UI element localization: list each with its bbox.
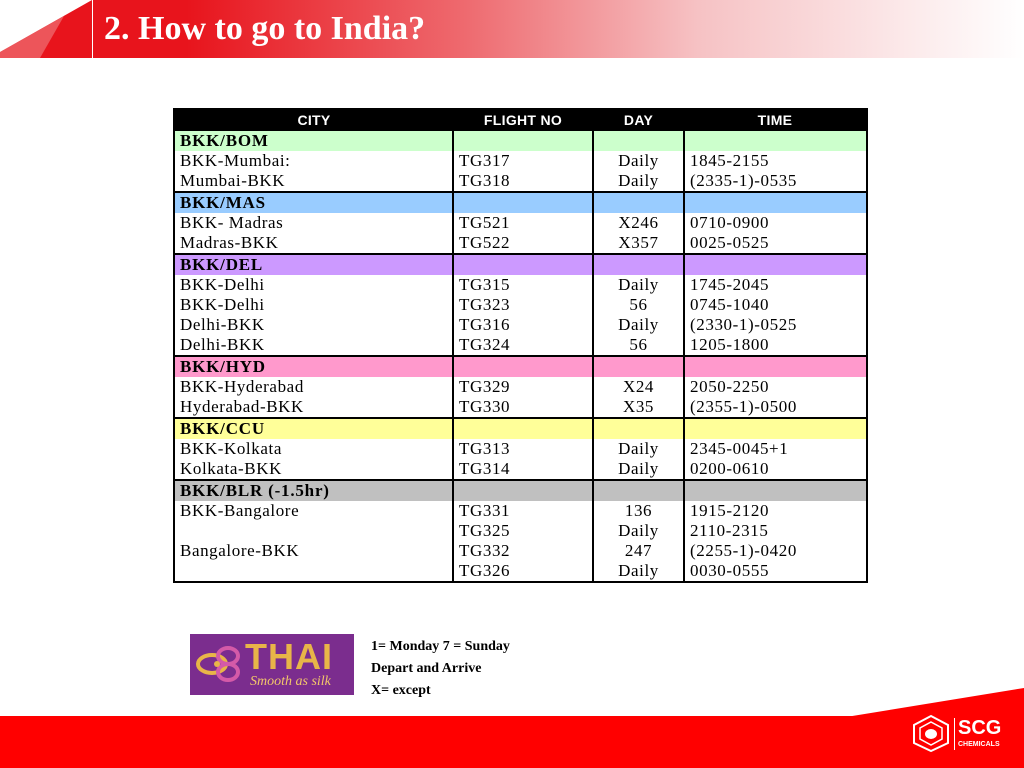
cell-time: 1845-2155 bbox=[684, 151, 867, 171]
flight-schedule-table bbox=[173, 108, 868, 583]
cell-city: BKK-Delhi bbox=[174, 295, 453, 315]
cell-day: 56 bbox=[593, 295, 684, 315]
table-row bbox=[174, 521, 867, 541]
group-header-cell bbox=[684, 192, 867, 213]
group-header-cell bbox=[684, 480, 867, 501]
scg-logo-subtext: CHEMICALS bbox=[958, 741, 1000, 748]
cell-day: 56 bbox=[593, 335, 684, 356]
cell-day: 247 bbox=[593, 541, 684, 561]
cell-flight: TG522 bbox=[453, 233, 593, 254]
cell-day: X24 bbox=[593, 377, 684, 397]
group-header-row bbox=[174, 480, 867, 501]
cell-time: 2345-0045+1 bbox=[684, 439, 867, 459]
group-header-cell bbox=[593, 130, 684, 151]
group-name: BKK/BLR (-1.5hr) bbox=[174, 480, 453, 501]
cell-flight: TG332 bbox=[453, 541, 593, 561]
group-header-row bbox=[174, 356, 867, 377]
table-row bbox=[174, 501, 867, 521]
cell-flight: TG521 bbox=[453, 213, 593, 233]
cell-time: 0030-0555 bbox=[684, 561, 867, 582]
cell-city: BKK-Hyderabad bbox=[174, 377, 453, 397]
group-header-cell bbox=[593, 356, 684, 377]
group-name: BKK/MAS bbox=[174, 192, 453, 213]
cell-city: BKK-Kolkata bbox=[174, 439, 453, 459]
group-header-cell bbox=[593, 254, 684, 275]
cell-city: Kolkata-BKK bbox=[174, 459, 453, 480]
cell-day: Daily bbox=[593, 315, 684, 335]
cell-flight: TG316 bbox=[453, 315, 593, 335]
cell-flight: TG315 bbox=[453, 275, 593, 295]
table-row bbox=[174, 213, 867, 233]
table-row bbox=[174, 151, 867, 171]
group-header-row bbox=[174, 130, 867, 151]
cell-flight: TG318 bbox=[453, 171, 593, 192]
table-row bbox=[174, 295, 867, 315]
table-row bbox=[174, 377, 867, 397]
cell-flight: TG314 bbox=[453, 459, 593, 480]
cell-city: BKK-Delhi bbox=[174, 275, 453, 295]
cell-city: BKK-Mumbai: bbox=[174, 151, 453, 171]
group-header-cell bbox=[453, 356, 593, 377]
cell-flight: TG325 bbox=[453, 521, 593, 541]
group-name: BKK/CCU bbox=[174, 418, 453, 439]
cell-city bbox=[174, 521, 453, 541]
table-header-row bbox=[174, 109, 867, 130]
note-except: X= except bbox=[371, 683, 431, 698]
group-header-cell bbox=[453, 130, 593, 151]
table-row bbox=[174, 397, 867, 418]
header-triangle-decoration bbox=[0, 0, 92, 58]
flight-schedule-body bbox=[174, 130, 867, 582]
cell-time: (2335-1)-0535 bbox=[684, 171, 867, 192]
group-header-row bbox=[174, 418, 867, 439]
cell-time: 1745-2045 bbox=[684, 275, 867, 295]
cell-flight: TG326 bbox=[453, 561, 593, 582]
cell-flight: TG329 bbox=[453, 377, 593, 397]
cell-day: Daily bbox=[593, 521, 684, 541]
cell-flight: TG317 bbox=[453, 151, 593, 171]
column-header-time: TIME bbox=[684, 109, 867, 130]
column-header-day: DAY bbox=[593, 109, 684, 130]
group-name: BKK/DEL bbox=[174, 254, 453, 275]
column-header-city: CITY bbox=[174, 109, 453, 130]
cell-city: Delhi-BKK bbox=[174, 335, 453, 356]
cell-flight: TG324 bbox=[453, 335, 593, 356]
group-header-row bbox=[174, 254, 867, 275]
group-name: BKK/BOM bbox=[174, 130, 453, 151]
thai-airways-logo bbox=[190, 634, 354, 695]
cell-day: X35 bbox=[593, 397, 684, 418]
page-title: 2. How to go to India? bbox=[104, 10, 426, 47]
table-row bbox=[174, 275, 867, 295]
table-row bbox=[174, 561, 867, 582]
cell-flight: TG323 bbox=[453, 295, 593, 315]
table-row bbox=[174, 459, 867, 480]
group-header-cell bbox=[684, 356, 867, 377]
cell-city: BKK- Madras bbox=[174, 213, 453, 233]
group-header-cell bbox=[453, 192, 593, 213]
note-day-numbering: 1= Monday 7 = Sunday bbox=[371, 639, 510, 654]
scg-logo-text: SCG bbox=[958, 717, 1002, 739]
group-header-cell bbox=[593, 480, 684, 501]
cell-flight: TG313 bbox=[453, 439, 593, 459]
group-header-cell bbox=[593, 192, 684, 213]
group-header-cell bbox=[593, 418, 684, 439]
cell-city: Mumbai-BKK bbox=[174, 171, 453, 192]
cell-time: (2255-1)-0420 bbox=[684, 541, 867, 561]
group-name: BKK/HYD bbox=[174, 356, 453, 377]
cell-city: Hyderabad-BKK bbox=[174, 397, 453, 418]
table-row bbox=[174, 171, 867, 192]
column-header-flight-no: FLIGHT NO bbox=[453, 109, 593, 130]
group-header-cell bbox=[453, 480, 593, 501]
group-header-row bbox=[174, 192, 867, 213]
cell-time: (2355-1)-0500 bbox=[684, 397, 867, 418]
group-header-cell bbox=[684, 418, 867, 439]
cell-day: Daily bbox=[593, 275, 684, 295]
cell-flight: TG330 bbox=[453, 397, 593, 418]
table-row bbox=[174, 233, 867, 254]
footer-separator bbox=[954, 718, 955, 750]
cell-time: 2050-2250 bbox=[684, 377, 867, 397]
cell-city bbox=[174, 561, 453, 582]
cell-time: 1205-1800 bbox=[684, 335, 867, 356]
cell-time: (2330-1)-0525 bbox=[684, 315, 867, 335]
table-row bbox=[174, 315, 867, 335]
cell-day: Daily bbox=[593, 151, 684, 171]
cell-day: Daily bbox=[593, 171, 684, 192]
legend-notes bbox=[371, 636, 510, 702]
group-header-cell bbox=[453, 254, 593, 275]
group-header-cell bbox=[684, 130, 867, 151]
table-row bbox=[174, 335, 867, 356]
cell-day: 136 bbox=[593, 501, 684, 521]
orchid-icon bbox=[192, 636, 248, 692]
cell-city: Delhi-BKK bbox=[174, 315, 453, 335]
logo-tagline: Smooth as silk bbox=[250, 674, 331, 689]
cell-day: Daily bbox=[593, 459, 684, 480]
logo-wordmark: THAI bbox=[245, 636, 333, 677]
cell-city: BKK-Bangalore bbox=[174, 501, 453, 521]
cell-city: Bangalore-BKK bbox=[174, 541, 453, 561]
cell-time: 0745-1040 bbox=[684, 295, 867, 315]
cell-city: Madras-BKK bbox=[174, 233, 453, 254]
cell-day: X246 bbox=[593, 213, 684, 233]
group-header-cell bbox=[453, 418, 593, 439]
group-header-cell bbox=[684, 254, 867, 275]
cell-time: 0025-0525 bbox=[684, 233, 867, 254]
cell-time: 0200-0610 bbox=[684, 459, 867, 480]
cell-time: 1915-2120 bbox=[684, 501, 867, 521]
note-depart-arrive: Depart and Arrive bbox=[371, 661, 482, 676]
cell-flight: TG331 bbox=[453, 501, 593, 521]
cell-time: 0710-0900 bbox=[684, 213, 867, 233]
cell-day: X357 bbox=[593, 233, 684, 254]
scg-elephant-icon bbox=[910, 714, 952, 752]
footer-bar bbox=[0, 716, 1024, 768]
cell-time: 2110-2315 bbox=[684, 521, 867, 541]
cell-day: Daily bbox=[593, 439, 684, 459]
table-row bbox=[174, 541, 867, 561]
cell-day: Daily bbox=[593, 561, 684, 582]
table-row bbox=[174, 439, 867, 459]
